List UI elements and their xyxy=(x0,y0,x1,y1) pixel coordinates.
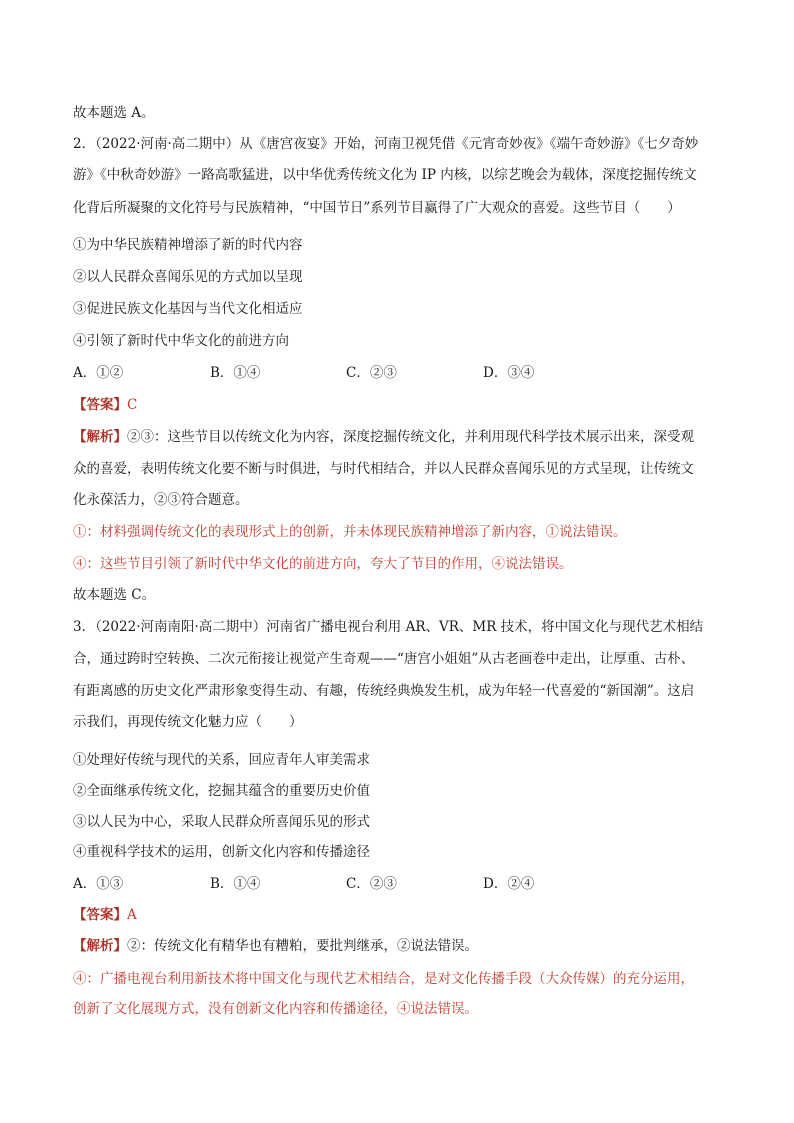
q2-analysis-line-3: 化永葆活力，②③符合题意。 xyxy=(73,492,249,508)
q3-stem-line-1: 3．（2022·河南南阳·高二期中）河南省广播电视台利用 AR、VR、MR 技术，将中国文化与现代艺术相结 xyxy=(73,619,704,635)
q3-red-note-1: ④：广播电视台利用新技术将中国文化与现代艺术相结合，是对文化传播手段（大众传媒）的充分运用， xyxy=(73,971,694,987)
q2-option-d: D．③④ xyxy=(483,365,535,381)
q3-stem-line-4: 示我们，再现传统文化魅力应（ ） xyxy=(73,714,303,730)
q3-option-a: A．①③ xyxy=(73,876,124,892)
q2-item-3: ③促进民族文化基因与当代文化相适应 xyxy=(73,301,303,317)
q2-stem-line-3: 化背后所凝聚的文化符号与民族精神，“中国节日”系列节目赢得了广大观众的喜爱。这些节目（ ） xyxy=(73,200,681,216)
q2-option-a: A．①② xyxy=(73,365,124,381)
q2-red-note-2: ④：这些节目引领了新时代中华文化的前进方向，夸大了节目的作用，④说法错误。 xyxy=(73,556,573,572)
q3-option-c: C．②③ xyxy=(346,876,397,892)
q3-answer-value: A xyxy=(127,907,137,923)
q2-item-4: ④引领了新时代中华文化的前进方向 xyxy=(73,333,289,349)
q2-red-note-1: ①：材料强调传统文化的表现形式上的创新，并未体现民族精神增添了新内容，①说法错误。 xyxy=(73,524,627,540)
q3-answer-label: 【答案】 xyxy=(73,907,127,923)
q3-analysis-label: 【解析】 xyxy=(73,938,127,954)
q2-analysis-line-2: 众的喜爱，表明传统文化要不断与时俱进，与时代相结合，并以人民群众喜闻乐见的方式呈现，让传统文 xyxy=(73,461,694,477)
q3-analysis-text-1: ②：传统文化有精华也有糟粕，要批判继承，②说法错误。 xyxy=(127,938,478,954)
q3-stem-line-3: 有距离感的历史文化严肃形象变得生动、有趣，传统经典焕发生机，成为年轻一代喜爱的“新国潮”。这启 xyxy=(73,683,695,699)
q1-conclusion: 故本题选 A。 xyxy=(73,105,155,121)
q3-item-3: ③以人民为中心，采取人民群众所喜闻乐见的形式 xyxy=(73,814,370,830)
q3-item-4: ④重视科学技术的运用，创新文化内容和传播途径 xyxy=(73,844,370,860)
q2-analysis-line-1 xyxy=(73,428,733,446)
q2-answer-label: 【答案】 xyxy=(73,397,127,413)
q2-option-c: C．②③ xyxy=(346,365,397,381)
q2-analysis-label: 【解析】 xyxy=(73,429,127,445)
q3-red-note-2: 创新了文化展现方式，没有创新文化内容和传播途径，④说法错误。 xyxy=(73,1001,478,1017)
q3-option-d: D．②④ xyxy=(483,876,535,892)
q2-item-2: ②以人民群众喜闻乐见的方式加以呈现 xyxy=(73,269,303,285)
q2-analysis-text-1: ②③：这些节目以传统文化为内容，深度挖掘传统文化，并利用现代科学技术展示出来，深受观 xyxy=(127,429,694,445)
q3-item-1: ①处理好传统与现代的关系，回应青年人审美需求 xyxy=(73,752,370,768)
q3-answer xyxy=(73,906,733,924)
q3-item-2: ②全面继承传统文化，挖掘其蕴含的重要历史价值 xyxy=(73,783,370,799)
q2-option-b: B．①④ xyxy=(210,365,261,381)
q2-answer xyxy=(73,396,733,414)
q2-item-1: ①为中华民族精神增添了新的时代内容 xyxy=(73,237,303,253)
q2-conclusion: 故本题选 C。 xyxy=(73,587,156,603)
q3-analysis-line-1 xyxy=(73,937,733,955)
q3-stem-line-2: 合，通过跨时空转换、二次元衔接让视觉产生奇观——“唐宫小姐姐”从古老画卷中走出，让厚重、古朴、 xyxy=(73,651,695,667)
q3-option-b: B．①④ xyxy=(210,876,261,892)
q2-stem-line-1: 2．（2022·河南·高二期中）从《唐宫夜宴》开始，河南卫视凭借《元宵奇妙夜》《端午奇妙游》《七夕奇妙 xyxy=(73,136,699,152)
q2-answer-value: C xyxy=(127,397,138,413)
q2-stem-line-2: 游》《中秋奇妙游》一路高歌猛进，以中华优秀传统文化为 IP 内核，以综艺晚会为载体，深度挖掘传统文 xyxy=(73,167,697,183)
